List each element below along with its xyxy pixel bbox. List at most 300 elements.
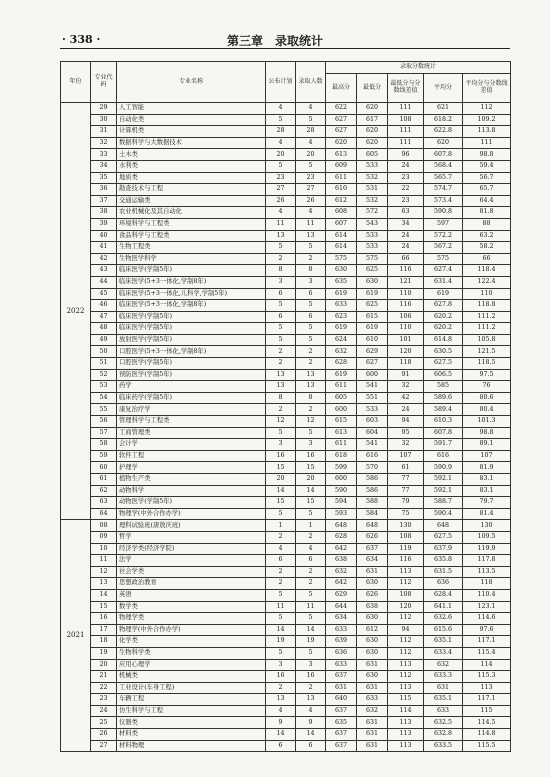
- table-row: [61, 288, 511, 300]
- min-diff: 121: [388, 276, 424, 288]
- max-score: 611: [326, 381, 357, 393]
- avg-diff: 114.8: [463, 729, 511, 741]
- admitted-count: 26: [296, 195, 326, 207]
- avg-diff: 114.5: [463, 717, 511, 729]
- table-row: [61, 717, 511, 729]
- min-score: 626: [357, 589, 388, 601]
- plan-count: 11: [266, 218, 296, 230]
- max-score: 637: [326, 729, 357, 741]
- major-name: 临床医学(学制5年): [117, 265, 266, 277]
- major-code: 48: [91, 323, 117, 335]
- year-cell: 2022: [61, 103, 91, 520]
- header-max: 最高分: [326, 74, 357, 103]
- avg-score: 567.2: [424, 242, 463, 254]
- major-code: 54: [91, 392, 117, 404]
- min-diff: 32: [388, 439, 424, 451]
- admitted-count: 13: [296, 369, 326, 381]
- header-min-diff: 最低分与分数线差值: [388, 74, 424, 103]
- admitted-count: 3: [296, 439, 326, 451]
- avg-score: 620.2: [424, 323, 463, 335]
- table-row: [61, 474, 511, 486]
- max-score: 609: [326, 160, 357, 172]
- table-row: [61, 613, 511, 625]
- min-diff: 111: [388, 137, 424, 149]
- avg-diff: 118: [463, 578, 511, 590]
- admitted-count: 8: [296, 392, 326, 404]
- max-score: 608: [326, 207, 357, 219]
- avg-diff: 111.2: [463, 311, 511, 323]
- min-score: 625: [357, 265, 388, 277]
- table-body: [61, 103, 511, 752]
- avg-score: 619: [424, 288, 463, 300]
- major-name: 植物生产类: [117, 474, 266, 486]
- min-diff: 112: [388, 613, 424, 625]
- min-diff: 77: [388, 485, 424, 497]
- plan-count: 13: [266, 369, 296, 381]
- major-code: 61: [91, 474, 117, 486]
- min-diff: 116: [388, 300, 424, 312]
- plan-count: 8: [266, 265, 296, 277]
- min-score: 630: [357, 636, 388, 648]
- plan-count: 5: [266, 427, 296, 439]
- plan-count: 23: [266, 172, 296, 184]
- avg-diff: 115: [463, 705, 511, 717]
- min-diff: 111: [388, 103, 424, 115]
- min-diff: 130: [388, 520, 424, 532]
- admitted-count: 6: [296, 311, 326, 323]
- avg-score: 590.4: [424, 508, 463, 520]
- avg-score: 620.2: [424, 311, 463, 323]
- header-plan: 公布计划: [266, 62, 296, 103]
- major-name: 康复治疗学: [117, 404, 266, 416]
- min-score: 533: [357, 230, 388, 242]
- avg-diff: 111.2: [463, 323, 511, 335]
- max-score: 615: [326, 416, 357, 428]
- table-row: [61, 300, 511, 312]
- avg-diff: 80.4: [463, 404, 511, 416]
- avg-score: 565.7: [424, 172, 463, 184]
- min-score: 630: [357, 671, 388, 683]
- major-name: 临床医学(学制5年): [117, 323, 266, 335]
- avg-diff: 117.8: [463, 555, 511, 567]
- avg-diff: 118.5: [463, 358, 511, 370]
- header-avg: 平均分: [424, 74, 463, 103]
- min-score: 586: [357, 485, 388, 497]
- header-rule: [60, 48, 510, 49]
- admitted-count: 4: [296, 103, 326, 115]
- min-diff: 42: [388, 392, 424, 404]
- major-code: 25: [91, 717, 117, 729]
- major-code: 32: [91, 137, 117, 149]
- table-row: [61, 624, 511, 636]
- major-name: 仪器类: [117, 717, 266, 729]
- avg-score: 597: [424, 218, 463, 230]
- min-score: 629: [357, 346, 388, 358]
- major-name: 口腔医学(学制5年): [117, 358, 266, 370]
- min-diff: 108: [388, 531, 424, 543]
- major-name: 人工智能: [117, 103, 266, 115]
- avg-diff: 101.3: [463, 416, 511, 428]
- admitted-count: 4: [296, 543, 326, 555]
- avg-diff: 115.3: [463, 671, 511, 683]
- avg-diff: 56.7: [463, 172, 511, 184]
- max-score: 590: [326, 485, 357, 497]
- table-row: [61, 323, 511, 335]
- table-row: [61, 647, 511, 659]
- min-score: 620: [357, 103, 388, 115]
- max-score: 633: [326, 624, 357, 636]
- avg-score: 637.9: [424, 543, 463, 555]
- plan-count: 13: [266, 381, 296, 393]
- plan-count: 16: [266, 450, 296, 462]
- min-diff: 34: [388, 218, 424, 230]
- admitted-count: 15: [296, 497, 326, 509]
- min-diff: 24: [388, 160, 424, 172]
- admitted-count: 28: [296, 126, 326, 138]
- avg-score: 591.7: [424, 439, 463, 451]
- major-name: 计算机类: [117, 126, 266, 138]
- major-code: 34: [91, 160, 117, 172]
- avg-diff: 113.5: [463, 566, 511, 578]
- page-number: · 338 ·: [62, 33, 101, 46]
- max-score: 630: [326, 265, 357, 277]
- admitted-count: 11: [296, 601, 326, 613]
- avg-diff: 115.4: [463, 647, 511, 659]
- major-code: 53: [91, 381, 117, 393]
- plan-count: 3: [266, 439, 296, 451]
- min-diff: 112: [388, 636, 424, 648]
- plan-count: 6: [266, 555, 296, 567]
- major-name: 临床医学(5+3一体化,学制8年): [117, 300, 266, 312]
- admitted-count: 5: [296, 334, 326, 346]
- major-name: 口腔医学(5+3一体化,学制8年): [117, 346, 266, 358]
- major-code: 59: [91, 450, 117, 462]
- table-row: [61, 149, 511, 161]
- max-score: 614: [326, 242, 357, 254]
- min-score: 631: [357, 659, 388, 671]
- table-row: [61, 659, 511, 671]
- admitted-count: 13: [296, 694, 326, 706]
- avg-score: 592.1: [424, 474, 463, 486]
- major-code: 21: [91, 671, 117, 683]
- min-score: 533: [357, 242, 388, 254]
- plan-count: 20: [266, 149, 296, 161]
- avg-diff: 118.4: [463, 265, 511, 277]
- admitted-count: 23: [296, 172, 326, 184]
- major-code: 31: [91, 126, 117, 138]
- min-score: 630: [357, 578, 388, 590]
- max-score: 619: [326, 288, 357, 300]
- plan-count: 5: [266, 508, 296, 520]
- min-score: 604: [357, 427, 388, 439]
- admitted-count: 16: [296, 671, 326, 683]
- avg-diff: 109.5: [463, 531, 511, 543]
- avg-score: 633.4: [424, 647, 463, 659]
- major-code: 57: [91, 427, 117, 439]
- admitted-count: 5: [296, 300, 326, 312]
- min-diff: 77: [388, 474, 424, 486]
- table-row: [61, 589, 511, 601]
- min-diff: 120: [388, 346, 424, 358]
- avg-diff: 83.1: [463, 474, 511, 486]
- admitted-count: 2: [296, 566, 326, 578]
- avg-diff: 98.8: [463, 427, 511, 439]
- avg-diff: 81.9: [463, 462, 511, 474]
- max-score: 637: [326, 671, 357, 683]
- min-diff: 116: [388, 265, 424, 277]
- plan-count: 20: [266, 474, 296, 486]
- avg-score: 607.8: [424, 427, 463, 439]
- avg-diff: 98.8: [463, 149, 511, 161]
- avg-diff: 111: [463, 137, 511, 149]
- plan-count: 3: [266, 276, 296, 288]
- major-name: 英语: [117, 589, 266, 601]
- plan-count: 2: [266, 358, 296, 370]
- admitted-count: 11: [296, 218, 326, 230]
- avg-score: 620: [424, 137, 463, 149]
- table-row: [61, 694, 511, 706]
- avg-score: 627.5: [424, 531, 463, 543]
- max-score: 613: [326, 149, 357, 161]
- table-row: [61, 369, 511, 381]
- major-name: 工业设计(车身工程): [117, 682, 266, 694]
- table-row: [61, 416, 511, 428]
- avg-diff: 79.7: [463, 497, 511, 509]
- avg-diff: 76: [463, 381, 511, 393]
- max-score: 612: [326, 195, 357, 207]
- major-code: 18: [91, 636, 117, 648]
- min-score: 541: [357, 381, 388, 393]
- avg-diff: 109.2: [463, 114, 511, 126]
- avg-score: 614.8: [424, 334, 463, 346]
- avg-score: 621: [424, 103, 463, 115]
- major-code: 64: [91, 508, 117, 520]
- table-row: [61, 543, 511, 555]
- min-diff: 24: [388, 230, 424, 242]
- min-diff: 113: [388, 729, 424, 741]
- min-score: 631: [357, 740, 388, 752]
- avg-diff: 59.4: [463, 160, 511, 172]
- admitted-count: 9: [296, 717, 326, 729]
- min-score: 612: [357, 624, 388, 636]
- plan-count: 6: [266, 288, 296, 300]
- min-score: 615: [357, 311, 388, 323]
- plan-count: 15: [266, 497, 296, 509]
- min-score: 605: [357, 149, 388, 161]
- avg-score: 573.4: [424, 195, 463, 207]
- major-name: 临床药学(学制5年): [117, 392, 266, 404]
- major-code: 30: [91, 114, 117, 126]
- min-score: 543: [357, 218, 388, 230]
- plan-count: 4: [266, 137, 296, 149]
- table-row: [61, 404, 511, 416]
- header-min: 最低分: [357, 74, 388, 103]
- major-name: 护理学: [117, 462, 266, 474]
- major-name: 会计学: [117, 439, 266, 451]
- major-name: 数学类: [117, 601, 266, 613]
- plan-count: 5: [266, 242, 296, 254]
- table-row: [61, 160, 511, 172]
- plan-count: 4: [266, 207, 296, 219]
- major-name: 动物医学(学制5年): [117, 497, 266, 509]
- table-row: [61, 497, 511, 509]
- admitted-count: 14: [296, 485, 326, 497]
- min-diff: 120: [388, 601, 424, 613]
- min-score: 600: [357, 369, 388, 381]
- admitted-count: 4: [296, 137, 326, 149]
- avg-score: 585: [424, 381, 463, 393]
- min-score: 633: [357, 694, 388, 706]
- major-code: 60: [91, 462, 117, 474]
- major-name: 食品科学与工程类: [117, 230, 266, 242]
- table-row: [61, 636, 511, 648]
- admitted-count: 20: [296, 474, 326, 486]
- avg-score: 648: [424, 520, 463, 532]
- min-diff: 108: [388, 589, 424, 601]
- table-row: [61, 114, 511, 126]
- major-code: 19: [91, 647, 117, 659]
- admitted-count: 4: [296, 207, 326, 219]
- major-code: 51: [91, 358, 117, 370]
- major-code: 43: [91, 265, 117, 277]
- table-row: [61, 729, 511, 741]
- major-name: 社会学类: [117, 566, 266, 578]
- avg-diff: 118.8: [463, 300, 511, 312]
- header-year: 年份: [61, 62, 91, 103]
- admitted-count: 2: [296, 346, 326, 358]
- avg-score: 641.1: [424, 601, 463, 613]
- major-name: 生物医学科学: [117, 253, 266, 265]
- major-code: 35: [91, 172, 117, 184]
- max-score: 638: [326, 555, 357, 567]
- admitted-count: 12: [296, 416, 326, 428]
- max-score: 605: [326, 392, 357, 404]
- min-score: 630: [357, 276, 388, 288]
- major-name: 软件工程: [117, 450, 266, 462]
- min-diff: 95: [388, 427, 424, 439]
- major-name: 材料类: [117, 729, 266, 741]
- min-score: 533: [357, 404, 388, 416]
- admitted-count: 15: [296, 462, 326, 474]
- avg-score: 575: [424, 253, 463, 265]
- table-row: [61, 462, 511, 474]
- avg-score: 606.5: [424, 369, 463, 381]
- avg-diff: 117.1: [463, 694, 511, 706]
- plan-count: 6: [266, 740, 296, 752]
- major-name: 物理学(中外合作办学): [117, 508, 266, 520]
- major-code: 15: [91, 601, 117, 613]
- min-diff: 114: [388, 705, 424, 717]
- major-code: 41: [91, 242, 117, 254]
- max-score: 600: [326, 474, 357, 486]
- avg-score: 590.8: [424, 207, 463, 219]
- min-diff: 94: [388, 624, 424, 636]
- avg-score: 636: [424, 578, 463, 590]
- max-score: 644: [326, 601, 357, 613]
- major-code: 12: [91, 566, 117, 578]
- admitted-count: 16: [296, 450, 326, 462]
- min-score: 584: [357, 508, 388, 520]
- avg-diff: 107: [463, 450, 511, 462]
- table-row: [61, 705, 511, 717]
- min-diff: 32: [388, 381, 424, 393]
- min-diff: 91: [388, 369, 424, 381]
- plan-count: 16: [266, 671, 296, 683]
- plan-count: 12: [266, 416, 296, 428]
- max-score: 635: [326, 276, 357, 288]
- min-diff: 107: [388, 450, 424, 462]
- plan-count: 5: [266, 114, 296, 126]
- major-code: 55: [91, 404, 117, 416]
- avg-score: 627.4: [424, 265, 463, 277]
- major-name: 应用心理学: [117, 659, 266, 671]
- avg-diff: 81.8: [463, 207, 511, 219]
- major-name: 临床医学(5+3一体化,儿科学,学制5年): [117, 288, 266, 300]
- admitted-count: 2: [296, 253, 326, 265]
- avg-score: 633: [424, 705, 463, 717]
- avg-score: 635.8: [424, 555, 463, 567]
- min-score: 632: [357, 705, 388, 717]
- admitted-count: 2: [296, 531, 326, 543]
- major-code: 22: [91, 682, 117, 694]
- major-code: 14: [91, 589, 117, 601]
- max-score: 636: [326, 647, 357, 659]
- avg-diff: 89.1: [463, 439, 511, 451]
- major-name: 环境科学与工程类: [117, 218, 266, 230]
- min-score: 626: [357, 531, 388, 543]
- admitted-count: 5: [296, 427, 326, 439]
- min-score: 625: [357, 300, 388, 312]
- min-score: 630: [357, 613, 388, 625]
- table-row: [61, 230, 511, 242]
- max-score: 607: [326, 218, 357, 230]
- avg-diff: 114.6: [463, 613, 511, 625]
- major-name: 勘查技术与工程: [117, 184, 266, 196]
- header-avg-diff: 平均分与分数线差值: [463, 74, 511, 103]
- major-name: 仿生科学与工程: [117, 705, 266, 717]
- min-score: 617: [357, 114, 388, 126]
- avg-score: 622.8: [424, 126, 463, 138]
- page-header: [0, 0, 550, 50]
- table-row: [61, 184, 511, 196]
- major-name: 机械类: [117, 671, 266, 683]
- admitted-count: 14: [296, 624, 326, 636]
- avg-diff: 110: [463, 288, 511, 300]
- max-score: 623: [326, 311, 357, 323]
- avg-score: 607.8: [424, 149, 463, 161]
- major-name: 哲学: [117, 531, 266, 543]
- max-score: 611: [326, 172, 357, 184]
- max-score: 610: [326, 184, 357, 196]
- avg-diff: 64.4: [463, 195, 511, 207]
- plan-count: 5: [266, 613, 296, 625]
- admitted-count: 1: [296, 520, 326, 532]
- plan-count: 5: [266, 323, 296, 335]
- table-row: [61, 566, 511, 578]
- avg-diff: 117.1: [463, 636, 511, 648]
- major-code: 49: [91, 334, 117, 346]
- plan-count: 4: [266, 103, 296, 115]
- table-row: [61, 253, 511, 265]
- major-name: 交通运输类: [117, 195, 266, 207]
- major-code: 45: [91, 288, 117, 300]
- avg-score: 590.9: [424, 462, 463, 474]
- min-score: 631: [357, 729, 388, 741]
- avg-diff: 66: [463, 253, 511, 265]
- major-name: 化学类: [117, 636, 266, 648]
- max-score: 631: [326, 682, 357, 694]
- plan-count: 2: [266, 531, 296, 543]
